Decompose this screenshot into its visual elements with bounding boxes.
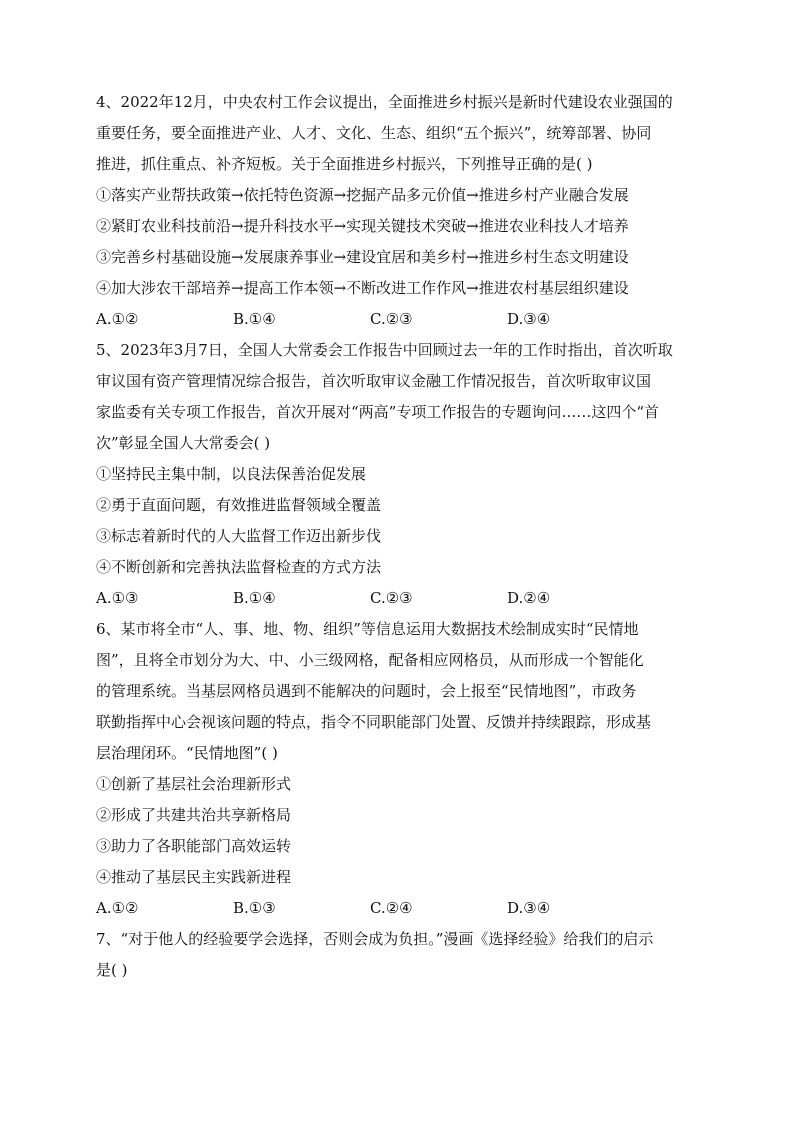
answer-choice: C.②③ <box>370 310 413 328</box>
answer-choice: D.③④ <box>507 310 551 328</box>
answer-choice: D.③④ <box>507 899 551 917</box>
statement-option: ④推动了基层民主实践新进程 <box>96 868 292 886</box>
stem-line: 6、某市将全市“人、事、地、物、组织”等信息运用大数据技术绘制成实时“民情地 <box>96 620 639 638</box>
statement-option: ①创新了基层社会治理新形式 <box>96 775 292 793</box>
answer-choice: A.①③ <box>96 589 139 607</box>
stem-line: 是( ) <box>96 961 128 979</box>
stem-line: 联勤指挥中心会视该问题的特点，指令不同职能部门处置、反馈并持续跟踪，形成基 <box>96 713 652 731</box>
stem-line: 重要任务，要全面推进产业、人才、文化、生态、组织“五个振兴”，统筹部署、协同 <box>96 124 652 142</box>
statement-option: ③标志着新时代的人大监督工作迈出新步伐 <box>96 527 382 545</box>
statement-option: ③助力了各职能部门高效运转 <box>96 837 292 855</box>
answer-choice: B.①④ <box>233 310 276 328</box>
question-6 <box>96 619 698 918</box>
answer-choice: A.①② <box>96 310 139 328</box>
stem-line: 图”，且将全市划分为大、中、小三级网格，配备相应网格员，从而形成一个智能化 <box>96 651 644 669</box>
question-stem <box>96 619 698 763</box>
statement-option: ①落实产业帮扶政策→依托特色资源→挖掘产品多元价值→推进乡村产业融合发展 <box>96 186 629 204</box>
question-stem <box>96 929 698 980</box>
stem-line: 7、“对于他人的经验要学会选择，否则会成为负担。”漫画《选择经验》给我们的启示 <box>96 930 654 948</box>
stem-line: 4、2022年12月，中央农村工作会议提出，全面推进乡村振兴是新时代建设农业强国的 <box>96 93 673 111</box>
question-5 <box>96 340 698 608</box>
answer-choices <box>96 309 698 329</box>
answer-choice: B.①④ <box>233 589 276 607</box>
statement-option: ④加大涉农干部培养→提高工作本领→不断改进工作作风→推进农村基层组织建设 <box>96 279 629 297</box>
question-list <box>96 92 698 991</box>
stem-line: 层治理闭环。“民情地图”( ) <box>96 744 278 762</box>
statement-option: ③完善乡村基础设施→发展康养事业→建设宜居和美乡村→推进乡村生态文明建设 <box>96 248 629 266</box>
stem-line: 家监委有关专项工作报告，首次开展对“两高”专项工作报告的专题询问……这四个“首 <box>96 403 660 421</box>
answer-choices <box>96 588 698 608</box>
answer-choice: C.②④ <box>370 899 413 917</box>
answer-choice: B.①③ <box>233 899 276 917</box>
answer-choice: A.①② <box>96 899 139 917</box>
question-stem <box>96 92 698 174</box>
statement-option: ②紧盯农业科技前沿→提升科技水平→实现关键技术突破→推进农业科技人才培养 <box>96 217 629 235</box>
answer-choice: C.②③ <box>370 589 413 607</box>
answer-choices <box>96 898 698 918</box>
statement-option: ②形成了共建共治共享新格局 <box>96 806 292 824</box>
question-4 <box>96 92 698 329</box>
stem-line: 推进，抓住重点、补齐短板。关于全面推进乡村振兴，下列推导正确的是( ) <box>96 155 593 173</box>
statement-option: ④不断创新和完善执法监督检查的方式方法 <box>96 558 382 576</box>
question-stem <box>96 340 698 453</box>
stem-line: 次”彰显全国人大常委会( ) <box>96 434 271 452</box>
statement-option: ②勇于直面问题，有效推进监督领域全覆盖 <box>96 496 382 514</box>
stem-line: 5、2023年3月7日，全国人大常委会工作报告中回顾过去一年的工作时指出，首次听取 <box>96 341 673 359</box>
question-7 <box>96 929 698 980</box>
answer-choice: D.②④ <box>507 589 551 607</box>
stem-line: 的管理系统。当基层网格员遇到不能解决的问题时，会上报至“民情地图”，市政务 <box>96 682 637 700</box>
stem-line: 审议国有资产管理情况综合报告，首次听取审议金融工作情况报告，首次听取审议国 <box>96 372 652 390</box>
statement-option: ①坚持民主集中制，以良法保善治促发展 <box>96 465 367 483</box>
